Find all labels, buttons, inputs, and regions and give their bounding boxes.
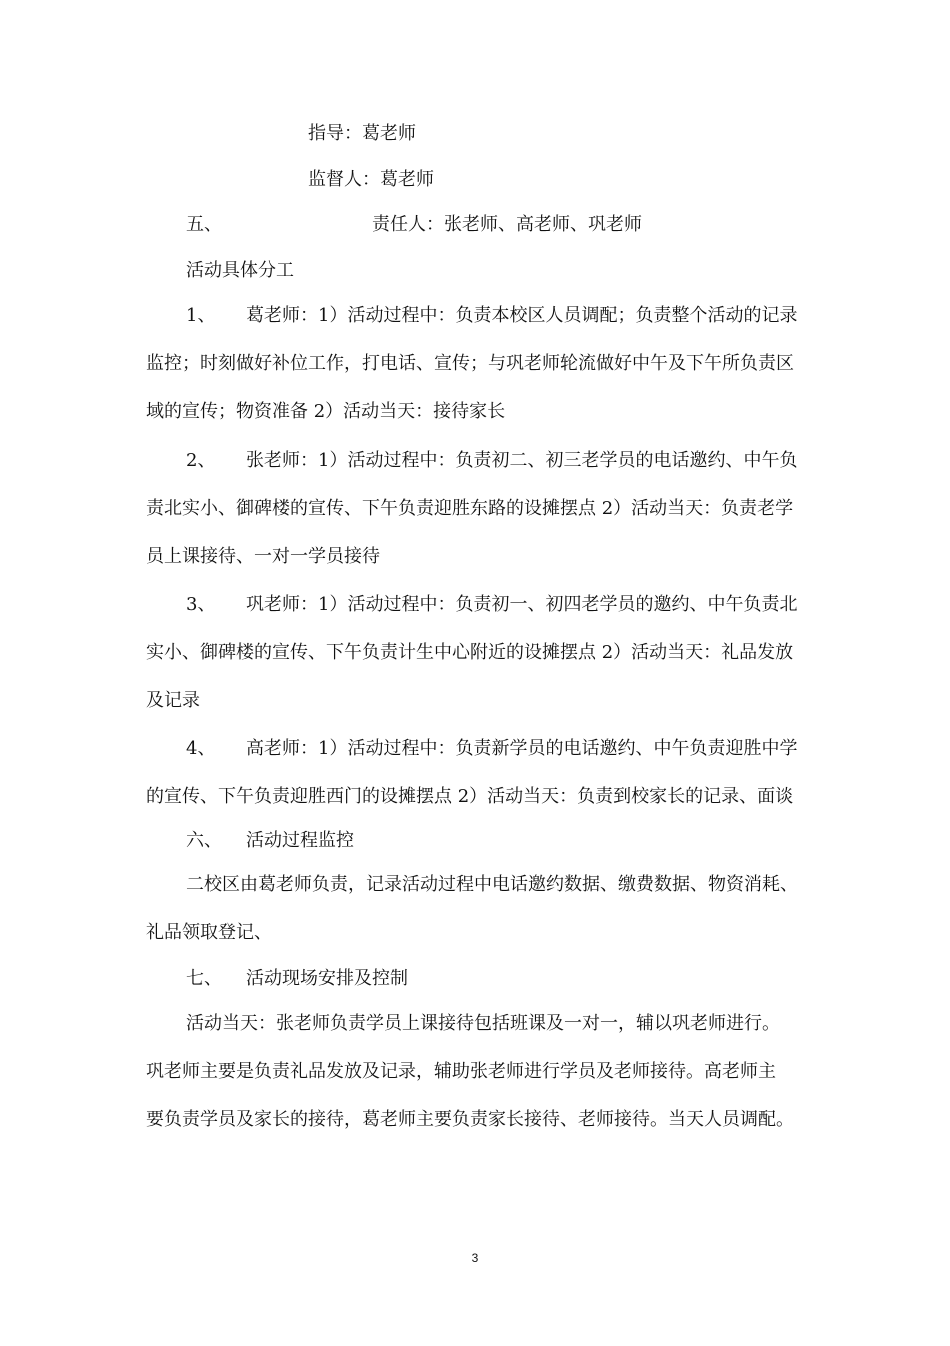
item-line: 及记录 xyxy=(146,690,200,711)
section-title: 活动过程监控 xyxy=(246,830,354,851)
item-line: 葛老师：1）活动过程中：负责本校区人员调配；负责整个活动的记录 xyxy=(246,305,798,326)
section-number: 六、 xyxy=(186,830,222,851)
item-line: 域的宣传；物资准备 2）活动当天：接待家长 xyxy=(146,401,506,422)
section-7-body-line: 活动当天：张老师负责学员上课接待包括班课及一对一，辅以巩老师进行。 xyxy=(186,1013,780,1034)
division-heading: 活动具体分工 xyxy=(186,260,294,281)
section-number: 七、 xyxy=(186,968,222,989)
section-6-body-line: 二校区由葛老师负责，记录活动过程中电话邀约数据、缴费数据、物资消耗、 xyxy=(186,874,798,895)
section-title: 活动现场安排及控制 xyxy=(246,968,408,989)
supervisor-line: 监督人：葛老师 xyxy=(308,169,434,190)
item-number: 3、 xyxy=(186,594,216,615)
item-line: 的宣传、下午负责迎胜西门的设摊摆点 2）活动当天：负责到校家长的记录、面谈 xyxy=(146,786,794,807)
item-line: 责北实小、御碑楼的宣传、下午负责迎胜东路的设摊摆点 2）活动当天：负责老学 xyxy=(146,498,794,519)
section-title: 责任人：张老师、高老师、巩老师 xyxy=(372,214,642,235)
section-number: 五、 xyxy=(186,214,222,235)
item-line: 高老师：1）活动过程中：负责新学员的电话邀约、中午负责迎胜中学 xyxy=(246,738,798,759)
item-line: 实小、御碑楼的宣传、下午负责计生中心附近的设摊摆点 2）活动当天：礼品发放 xyxy=(146,642,794,663)
section-7-body-line: 要负责学员及家长的接待，葛老师主要负责家长接待、老师接待。当天人员调配。 xyxy=(146,1109,794,1130)
item-number: 4、 xyxy=(186,738,216,759)
item-number: 2、 xyxy=(186,450,216,471)
guide-line: 指导：葛老师 xyxy=(308,123,416,144)
page-number: 3 xyxy=(471,1251,479,1265)
item-line: 员上课接待、一对一学员接待 xyxy=(146,546,380,567)
item-line: 监控；时刻做好补位工作，打电话、宣传；与巩老师轮流做好中午及下午所负责区 xyxy=(146,353,794,374)
section-6-body-line: 礼品领取登记、 xyxy=(146,922,272,943)
item-line: 巩老师：1）活动过程中：负责初一、初四老学员的邀约、中午负责北 xyxy=(246,594,798,615)
item-number: 1、 xyxy=(186,305,216,326)
section-7-body-line: 巩老师主要是负责礼品发放及记录，辅助张老师进行学员及老师接待。高老师主 xyxy=(146,1061,776,1082)
item-line: 张老师：1）活动过程中：负责初二、初三老学员的电话邀约、中午负 xyxy=(246,450,798,471)
